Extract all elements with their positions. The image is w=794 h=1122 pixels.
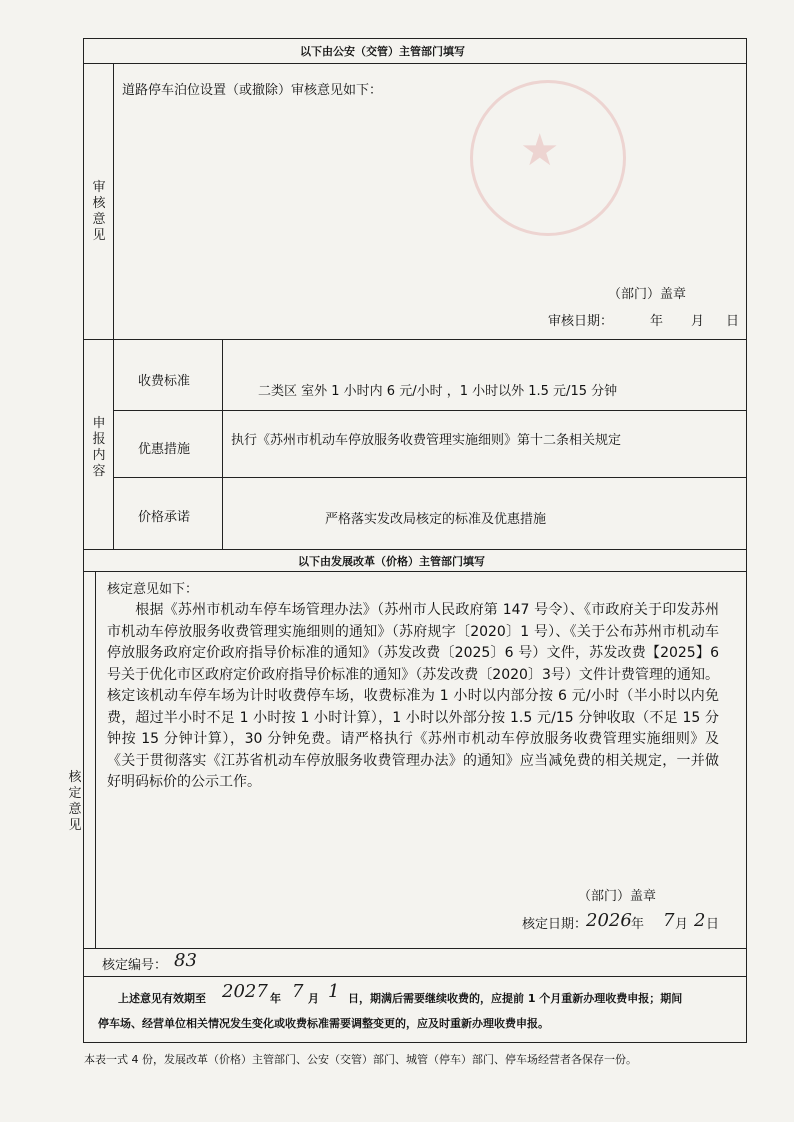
approval-date-month-handwritten: 7: [663, 910, 675, 931]
police-opinion-title: 道路停车泊位设置（或撤除）审核意见如下：: [122, 83, 383, 98]
price-commitment-value: 严格落实发改局核定的标准及优惠措施: [325, 512, 547, 527]
police-side-label: 审核意见: [92, 180, 106, 243]
approval-number-label: 核定编号：: [102, 958, 168, 973]
divider: [84, 976, 746, 977]
divider: [113, 410, 746, 411]
validity-month-handwritten: 7: [292, 981, 304, 1002]
approval-text: [107, 600, 719, 794]
footnote: 本表一式 4 份，发展改革（价格）主管部门、公安（交管）部门、城管（停车）部门、停车场经营者各保存一份。: [84, 1053, 637, 1066]
approval-date-day-handwritten: 2: [694, 910, 706, 931]
price-commitment-label: 价格承诺: [138, 510, 191, 525]
approval-date-month: 月: [675, 917, 689, 932]
police-date-year: 年: [650, 314, 664, 329]
approval-text-body: 根据《苏州市机动车停车场管理办法》（苏州市人民政府第 147 号令）、《市政府关于印发苏州市机动车停放服务收费管理实施细则的通知》（苏府规字〔2020〕1 号）、《关于公布苏州市机动车停放服务政府定价政府指导价标准的通知》（苏发改费〔2025〕6 号）文件，苏发改费【2025】6 号关于优化市区政府定价政府指导价标准的通知》（苏发改费〔2020〕3号）文件计费管理的通知。核定该机动车停车场为计时收费停车场，收费标准为 1 小时以内部分按 6 元/小时（半小时以内免费，超过半小时不足 1 小时按 1 小时计算），1 小时以外部分按 1.5 元/15 分钟收取（不足 15 分钟按 15 分钟计算），30 分钟免费。请严格执行《苏州市机动车停放服务收费管理实施细则》及《关于贯彻落实《江苏省机动车停放服务收费管理办法》的通知》应当减免费的相关规定，一并做好明码标价的公示工作。: [107, 602, 719, 790]
validity-prefix: 上述意见有效期至: [118, 992, 206, 1005]
divider: [84, 549, 746, 550]
approval-number-handwritten: 83: [174, 950, 197, 971]
show-through-star-icon: ★: [520, 125, 560, 176]
fee-standard-label: 收费标准: [138, 374, 191, 389]
approval-side-label: 核定意见: [68, 770, 82, 833]
divider: [84, 339, 746, 340]
divider: [95, 571, 96, 948]
approval-seal-label: （部门）盖章: [578, 889, 657, 904]
validity-line2: 停车场、经营单位相关情况发生变化或收费标准需要调整变更的，应及时重新办理收费申报。: [98, 1017, 549, 1030]
approval-date-year: 年: [631, 917, 645, 932]
police-seal-label: （部门）盖章: [608, 287, 687, 302]
declare-side-label: 申报内容: [92, 416, 106, 479]
discount-value: 执行《苏州市机动车停放服务收费管理实施细则》第十二条相关规定: [231, 433, 622, 448]
approval-date-year-handwritten: 2026: [586, 910, 632, 931]
police-date-day: 日: [726, 314, 740, 329]
police-section-header: 以下由公安（交管）主管部门填写: [300, 45, 465, 58]
validity-month: 月: [308, 992, 319, 1005]
approval-intro: 核定意见如下：: [107, 582, 199, 597]
discount-label: 优惠措施: [138, 442, 191, 457]
approval-date-day: 日: [706, 917, 720, 932]
approval-date-label: 核定日期：: [522, 917, 588, 932]
police-date-month: 月: [691, 314, 705, 329]
divider: [84, 63, 746, 64]
divider: [113, 63, 114, 339]
validity-year-handwritten: 2027: [222, 981, 268, 1002]
drc-section-header: 以下由发展改革（价格）主管部门填写: [298, 555, 485, 568]
validity-day-handwritten: 1: [328, 981, 340, 1002]
divider: [84, 948, 746, 949]
divider: [84, 571, 746, 572]
fee-standard-value: 二类区 室外 1 小时内 6 元/小时 ，1 小时以外 1.5 元/15 分钟: [258, 384, 618, 399]
divider: [113, 477, 746, 478]
divider: [113, 339, 114, 549]
divider: [222, 339, 223, 549]
validity-line1: 日，期满后需要继续收费的，应提前 1 个月重新办理收费申报；期间: [348, 992, 683, 1005]
validity-year: 年: [270, 992, 281, 1005]
police-date-label: 审核日期：: [548, 314, 614, 329]
